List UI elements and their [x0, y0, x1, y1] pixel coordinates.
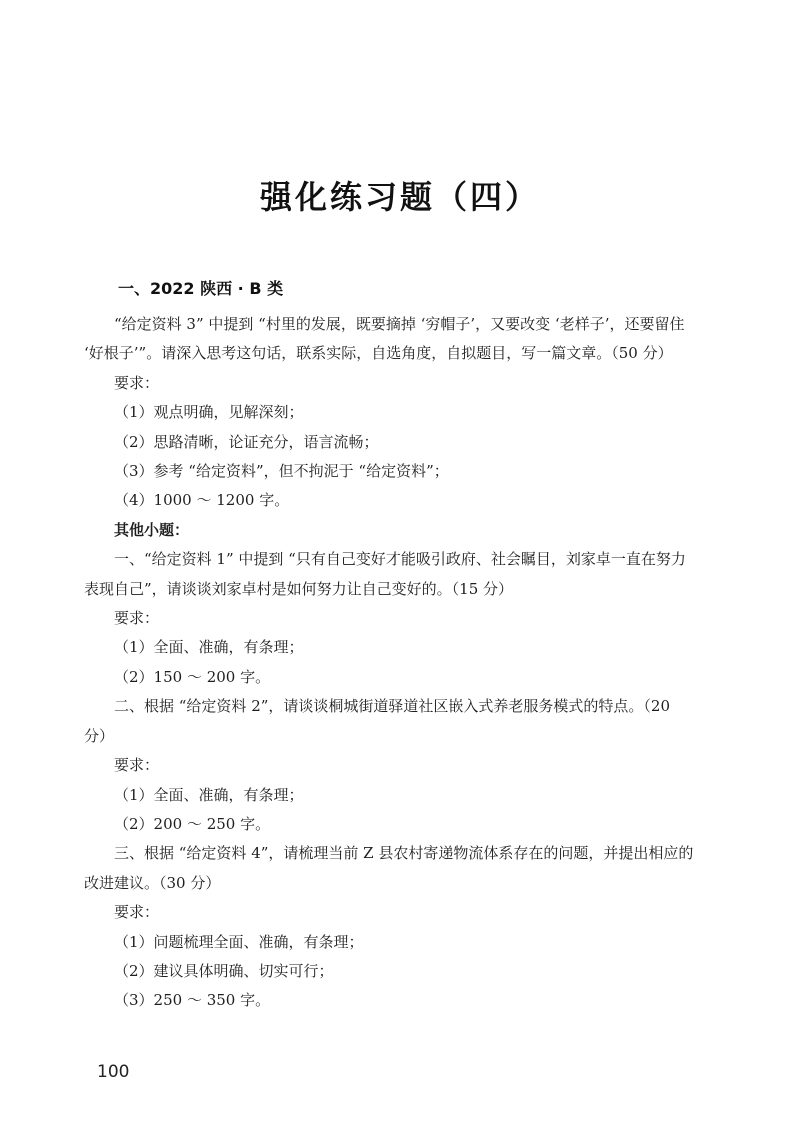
sub-question-3: 三、根据 “给定资料 4”，请梳理当前 Z 县农村寄递物流体系存在的问题，并提出相应的改进建议。（30 分）	[84, 844, 694, 892]
question-content	[84, 310, 696, 1016]
main-question: “给定资料 3” 中提到 “村里的发展，既要摘掉 ‘穷帽子’，又要改变 ‘老样子’，还要留住 ‘好根子’”。请深入思考这句话，联系实际，自选角度，自拟题目，写一篇文章。（50 分）	[84, 315, 685, 363]
requirement-label: 要求：	[114, 609, 160, 628]
requirement-item: （2）建议具体明确、切实可行；	[114, 961, 334, 980]
requirement-label: 要求：	[114, 756, 160, 775]
requirement-item: （3）250 ～ 350 字。	[114, 991, 271, 1010]
page-title: 强化练习题（四）	[259, 178, 540, 216]
page-number: 100	[97, 1062, 130, 1082]
requirement-item: （1）全面、准确，有条理；	[114, 638, 304, 657]
requirement-item: （1）全面、准确，有条理；	[114, 785, 304, 804]
requirement-item: （2）思路清晰，论证充分，语言流畅；	[114, 432, 379, 451]
section-heading: 一、2022 陕西 · B 类	[118, 279, 284, 298]
requirement-label: 要求：	[114, 903, 160, 922]
requirement-item: （4）1000 ～ 1200 字。	[114, 491, 290, 510]
sub-question-2: 二、根据 “给定资料 2”，请谈谈桐城街道驿道社区嵌入式养老服务模式的特点。（20 分）	[84, 697, 671, 745]
requirement-item: （2）200 ～ 250 字。	[114, 814, 271, 833]
requirement-item: （1）问题梳理全面、准确，有条理；	[114, 932, 364, 951]
other-questions-heading: 其他小题：	[114, 520, 190, 539]
requirement-item: （1）观点明确，见解深刻；	[114, 403, 304, 422]
requirement-item: （2）150 ～ 200 字。	[114, 667, 271, 686]
requirement-label: 要求：	[114, 373, 160, 392]
sub-question-1: 一、“给定资料 1” 中提到 “只有自己变好才能吸引政府、社会瞩目，刘家卓一直在努力表现自己”，请谈谈刘家卓村是如何努力让自己变好的。（15 分）	[84, 550, 686, 598]
requirement-item: （3）参考 “给定资料”，但不拘泥于 “给定资料”；	[114, 462, 449, 481]
